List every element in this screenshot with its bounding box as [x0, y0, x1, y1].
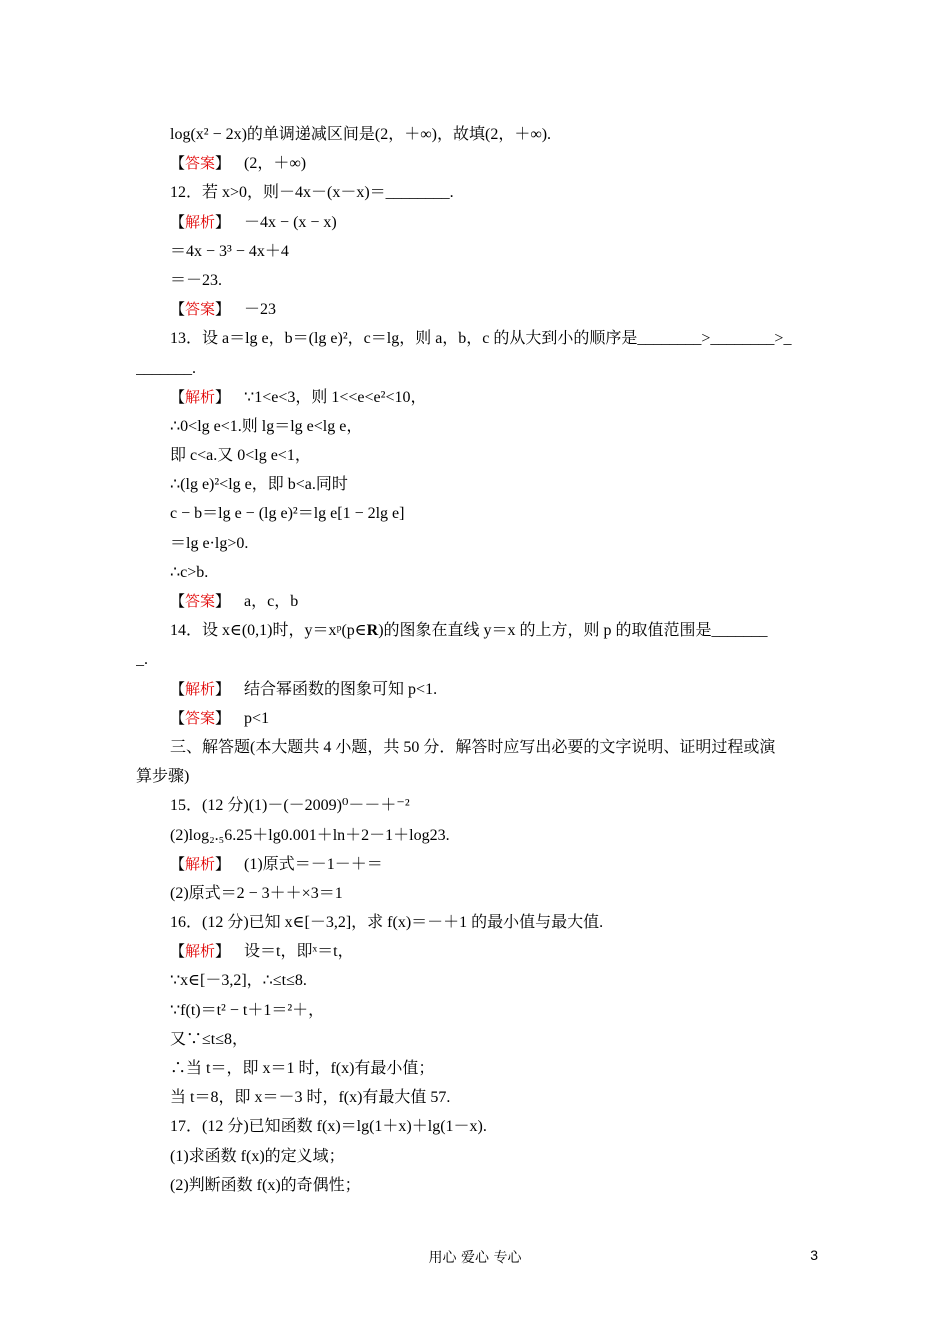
text-line [136, 791, 816, 820]
text-line [136, 529, 816, 558]
text-line [136, 645, 816, 674]
line-text: －23 [244, 301, 277, 319]
line-text-continued: )的图象在直线 y＝x 的上方，则 p 的取值范围是_______ [378, 622, 768, 640]
line-text: 三、解答题(本大题共 4 小题，共 50 分．解答时应写出必要的文字说明、证明过程或演 [170, 738, 776, 756]
text-line [136, 733, 816, 762]
text-line [136, 1025, 816, 1054]
text-line [136, 587, 816, 616]
text-line [136, 850, 816, 879]
text-line [136, 295, 816, 324]
text-line [136, 120, 816, 149]
answer-label: 【答案】 [170, 154, 231, 173]
text-line [136, 762, 816, 791]
line-text: ＝4x − 3³ − 4x＋4 [170, 242, 289, 260]
line-text: (1)求函数 f(x)的定义域； [170, 1147, 345, 1165]
line-text: 15．(12 分)(1)－(－2009)⁰－－＋⁻² [170, 797, 410, 815]
document-body [136, 120, 816, 1200]
line-text: c − b＝lg e − (lg e)²＝lg e[1 − 2lg e] [170, 505, 405, 523]
line-text: 14．设 x∈(0,1)时，y＝xᵖ(p∈ [170, 622, 367, 640]
line-text: －4x − (x − x) [244, 213, 337, 231]
line-text: 当 t＝8，即 x＝－3 时，f(x)有最大值 57. [170, 1089, 451, 1107]
analysis-label: 【解析】 [170, 942, 231, 961]
line-text: 算步骤) [136, 768, 190, 786]
line-text: 16．(12 分)已知 x∈[－3,2]，求 f(x)＝－＋1 的最小值与最大值. [170, 914, 604, 932]
text-line [136, 412, 816, 441]
line-text: ∴0<lg e<1.则 lg＝lg e<lg e， [170, 417, 363, 435]
line-text: log(x² − 2x)的单调递减区间是(2，＋∞)，故填(2，＋∞). [170, 126, 552, 143]
line-text: _. [136, 651, 148, 669]
text-line [136, 821, 816, 850]
analysis-label: 【解析】 [170, 854, 231, 873]
line-text: 17．(12 分)已知函数 f(x)＝lg(1＋x)＋lg(1－x). [170, 1118, 487, 1136]
text-line [136, 1083, 816, 1112]
bold-symbol: R [366, 622, 379, 640]
text-line [136, 208, 816, 237]
analysis-label: 【解析】 [170, 212, 231, 231]
text-line [136, 1171, 816, 1200]
line-text: ∴当 t＝，即 x＝1 时，f(x)有最小值； [170, 1060, 435, 1077]
line-text: (2，＋∞) [244, 155, 307, 173]
line-text: ＝－23. [170, 271, 223, 289]
text-line [136, 470, 816, 499]
line-text: ＝lg e·lg>0. [170, 534, 249, 552]
text-line [136, 441, 816, 470]
text-line [136, 149, 816, 178]
answer-label: 【答案】 [170, 708, 231, 727]
line-text: (2)log₂.₅6.25＋lg0.001＋ln＋2－1＋log23. [170, 826, 450, 844]
text-line [136, 675, 816, 704]
text-line [136, 383, 816, 412]
line-text: 结合幂函数的图象可知 p<1. [244, 680, 438, 698]
text-line [136, 178, 816, 207]
line-text: 即 c<a.又 0<lg e<1， [170, 447, 311, 465]
text-line [136, 1142, 816, 1171]
line-text: (2)原式＝2 − 3＋＋×3＝1 [170, 884, 343, 902]
answer-label: 【答案】 [170, 300, 231, 319]
text-line [136, 966, 816, 995]
line-text: _______. [136, 359, 196, 377]
line-text: ∴(lg e)²<lg e，即 b<a.同时 [170, 476, 348, 494]
footer-slogan: 用心 爱心 专心 [428, 1250, 522, 1266]
line-text: (2)判断函数 f(x)的奇偶性； [170, 1176, 361, 1194]
text-line [136, 1054, 816, 1083]
line-text: 12．若 x>0，则－4x－(x－x)＝________. [170, 184, 454, 202]
text-line [136, 937, 816, 966]
line-text: ∴c>b. [170, 563, 209, 581]
text-line [136, 499, 816, 528]
line-text: 13．设 a＝lg e，b＝(lg e)²，c＝lg，则 a，b，c 的从大到小的顺序是________>________>_ [170, 330, 792, 348]
text-line [136, 1112, 816, 1141]
text-line [136, 558, 816, 587]
line-text: a，c，b [244, 593, 299, 610]
analysis-label: 【解析】 [170, 387, 231, 406]
text-line [136, 354, 816, 383]
text-line [136, 879, 816, 908]
text-line [136, 237, 816, 266]
line-text: ∵f(t)＝t² − t＋1＝²＋， [170, 1001, 325, 1019]
text-line [136, 996, 816, 1025]
line-text: 又∵≤t≤8， [170, 1030, 249, 1048]
text-line [136, 324, 816, 353]
line-text: (1)原式＝－1－＋＝ [244, 855, 383, 873]
text-line [136, 616, 816, 645]
text-line [136, 266, 816, 295]
analysis-label: 【解析】 [170, 679, 231, 698]
line-text: p<1 [244, 709, 270, 727]
text-line [136, 704, 816, 733]
text-line [136, 908, 816, 937]
answer-label: 【答案】 [170, 592, 231, 610]
line-text: 设＝t，即ˣ＝t， [244, 943, 354, 961]
page-number: 3 [810, 1247, 818, 1263]
line-text: ∵1<e<3，则 1<<e<e²<10， [244, 388, 427, 406]
line-text: ∵x∈[－3,2]，∴≤t≤8. [170, 972, 307, 990]
